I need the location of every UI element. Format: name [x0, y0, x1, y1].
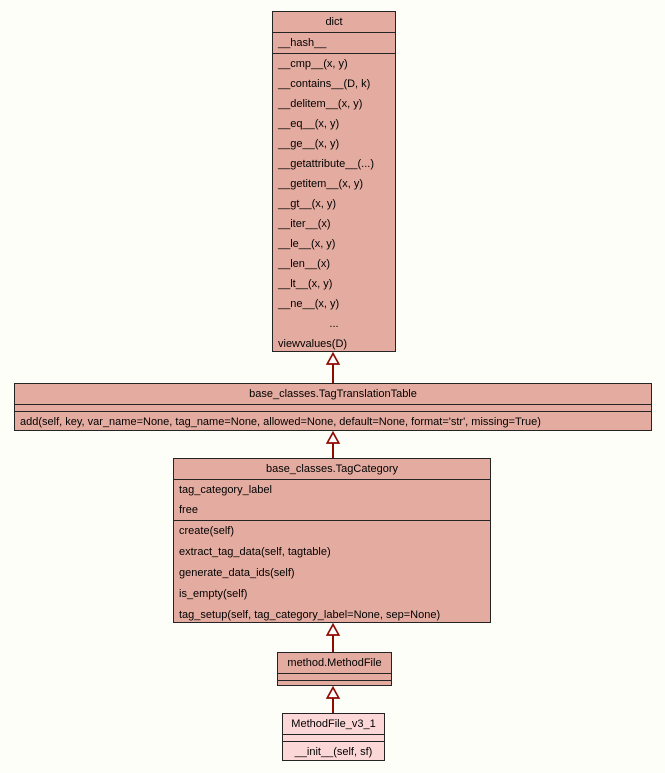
method-row: __eq__(x, y) [278, 118, 340, 130]
methods-section [283, 741, 384, 761]
method-row: generate_data_ids(self) [179, 567, 295, 579]
class-title: method.MethodFile [287, 657, 382, 669]
attribute-row: tag_category_label [179, 484, 272, 496]
method-row: __cmp__(x, y) [278, 58, 348, 70]
class-box-tag-category[interactable] [173, 458, 491, 623]
class-title: dict [325, 16, 343, 28]
inheritance-arrow [325, 352, 341, 383]
method-row: __lt__(x, y) [278, 278, 333, 290]
attributes-section-empty [15, 404, 651, 411]
class-box-method-file-v3-1[interactable] [282, 713, 385, 761]
class-title: base_classes.TagCategory [265, 463, 399, 475]
method-row: add(self, key, var_name=None, tag_name=None, allowed=None, default=None, format='str', missing=True) [20, 416, 541, 428]
method-row: extract_tag_data(self, tagtable) [179, 546, 331, 558]
class-title: MethodFile_v3_1 [291, 718, 376, 730]
methods-section [15, 411, 651, 431]
class-box-method-file[interactable] [277, 652, 392, 686]
attributes-section-empty [278, 673, 391, 680]
method-row: __init__(self, sf) [294, 746, 373, 758]
method-row: __iter__(x) [278, 218, 331, 230]
class-title: base_classes.TagTranslationTable [249, 388, 417, 400]
method-row: __len__(x) [278, 258, 330, 270]
method-row: __le__(x, y) [278, 238, 336, 250]
method-row: viewvalues(D) [278, 338, 348, 350]
method-row: __getattribute__(...) [278, 158, 375, 170]
method-row: __ge__(x, y) [278, 138, 340, 150]
inheritance-arrow [325, 431, 341, 458]
method-row: __getitem__(x, y) [278, 178, 363, 190]
inheritance-arrow [325, 686, 341, 713]
method-row: __ne__(x, y) [278, 298, 340, 310]
method-row: __contains__(D, k) [278, 78, 371, 90]
method-row: is_empty(self) [179, 588, 248, 600]
method-row: __delitem__(x, y) [278, 98, 363, 110]
attributes-section [273, 32, 395, 53]
class-box-tag-translation-table[interactable] [14, 383, 652, 431]
inheritance-arrow [325, 623, 341, 652]
methods-section [273, 53, 395, 352]
method-row: __gt__(x, y) [278, 198, 337, 210]
attribute-row: free [179, 504, 198, 516]
class-box-dict[interactable] [272, 11, 396, 352]
attributes-section-empty [283, 734, 384, 741]
methods-section [174, 520, 490, 623]
method-row: create(self) [179, 525, 235, 537]
method-row: tag_setup(self, tag_category_label=None, sep=None) [179, 609, 441, 621]
attribute-row: __hash__ [278, 37, 327, 49]
ellipsis-row: ... [329, 318, 339, 330]
attributes-section [174, 479, 490, 520]
